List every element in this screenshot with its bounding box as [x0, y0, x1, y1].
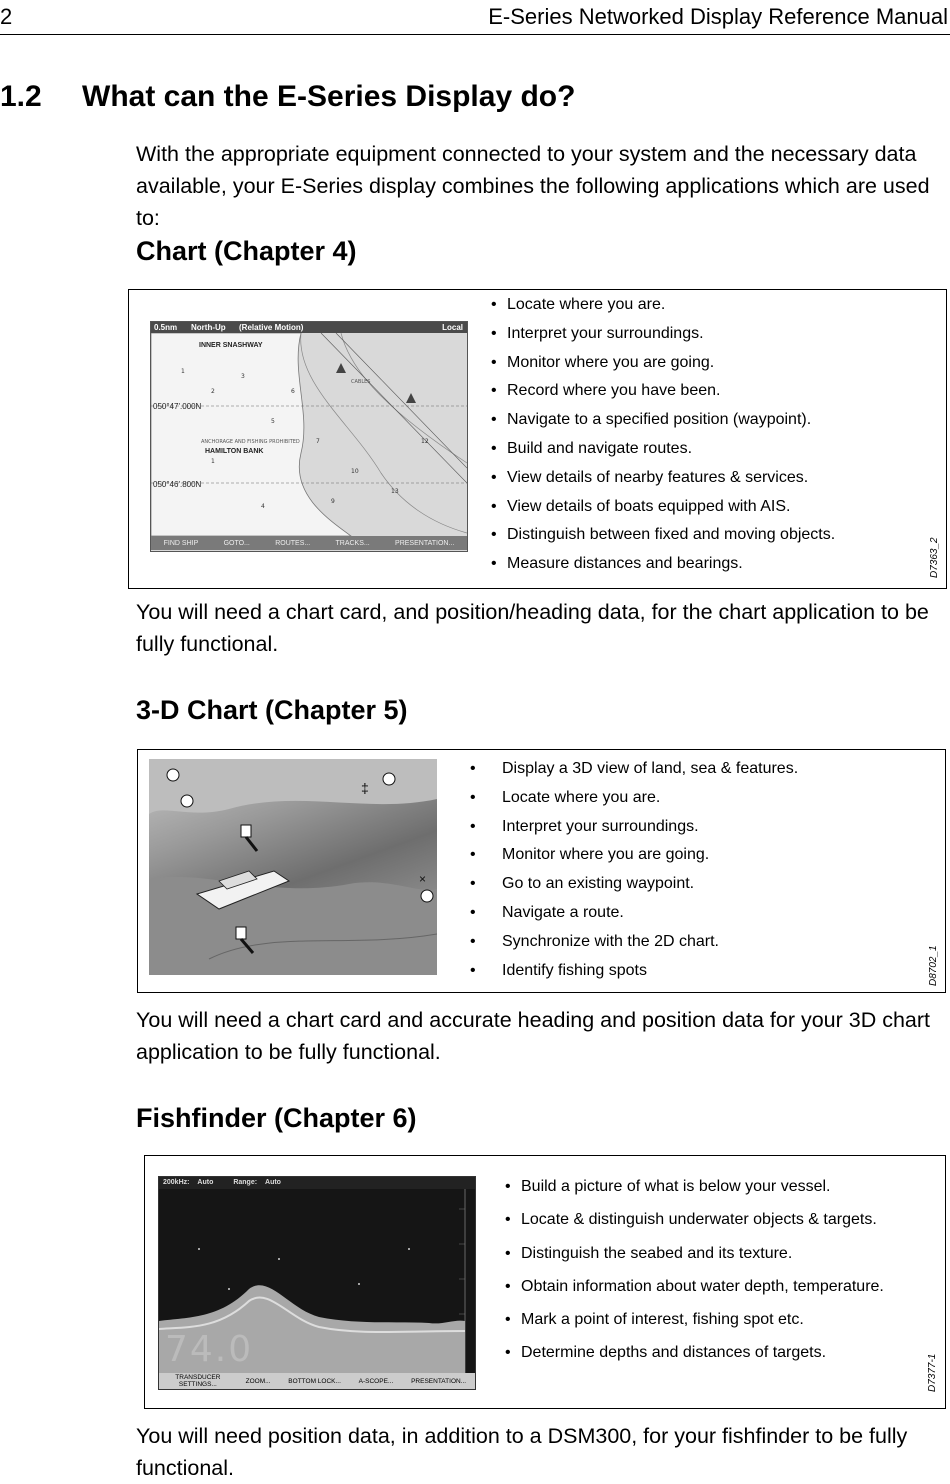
seabed-terrain — [149, 877, 437, 975]
section-intro: With the appropriate equipment connected to your system and the necessary data available, your E-Series display combines the following applications which are used to: — [136, 142, 930, 230]
chart-latitude-1: 050°47'.000N — [153, 402, 202, 411]
list-item: • Determine depths and distances of targets. — [501, 1344, 884, 1377]
chart-motion: (Relative Motion) — [239, 323, 304, 332]
list-item: • Interpret your surroundings. — [466, 818, 798, 847]
list-item: • Monitor where you are going. — [487, 354, 835, 383]
chart-latitude-2: 050°46'.800N — [153, 480, 202, 489]
chart-screen — [150, 321, 468, 552]
chart-heading: Chart (Chapter 4) — [136, 236, 357, 266]
svg-text:3: 3 — [241, 373, 245, 380]
ff-frequency-mode: Auto — [197, 1179, 214, 1186]
waypoint-icon — [241, 825, 257, 851]
list-item: • Monitor where you are going. — [466, 846, 798, 875]
svg-text:7: 7 — [316, 438, 320, 445]
svg-text:6: 6 — [291, 388, 295, 395]
list-item: • Interpret your surroundings. — [487, 325, 835, 354]
list-item: • Navigate a route. — [466, 904, 798, 933]
svg-text:9: 9 — [331, 498, 335, 505]
fishfinder-status-bar — [159, 1177, 475, 1189]
ff-range-label: Range: — [233, 1179, 258, 1186]
softkey-routes[interactable]: ROUTES... — [275, 539, 311, 547]
svg-text:13: 13 — [391, 488, 399, 495]
svg-text:12: 12 — [421, 438, 429, 445]
land-terrain — [149, 759, 437, 814]
softkey-zoom[interactable]: ZOOM... — [245, 1377, 271, 1385]
chart3d-feature-list — [466, 760, 798, 990]
header-rule — [0, 34, 950, 35]
chart-place-2: HAMILTON BANK — [205, 448, 264, 455]
list-item: • Build a picture of what is below your vessel. — [501, 1178, 884, 1211]
list-item: • Navigate to a specified position (waypoint). — [487, 411, 835, 440]
fishfinder-requirement: You will need position data, in addition to a DSM300, for your fishfinder to be fully functional. — [136, 1424, 908, 1480]
ff-frequency: 200kHz: — [163, 1179, 190, 1186]
list-item: • Display a 3D view of land, sea & features. — [466, 760, 798, 789]
svg-text:ANCHORAGE AND FISHING PROHIBIT: ANCHORAGE AND FISHING PROHIBITED — [201, 439, 300, 445]
list-item: • Build and navigate routes. — [487, 440, 835, 469]
chart-softkey-bar — [151, 536, 467, 550]
chart-range: 0.5nm — [154, 323, 178, 332]
softkey-transducer-settings[interactable]: TRANSDUCER SETTINGS... — [175, 1374, 221, 1388]
softkey-find-ship[interactable]: FIND SHIP — [163, 539, 199, 547]
list-item: • Measure distances and bearings. — [487, 555, 835, 584]
chart-map — [151, 333, 467, 536]
running-title: E-Series Networked Display Reference Manual — [488, 4, 948, 29]
svg-text:4: 4 — [261, 503, 265, 510]
softkey-presentation[interactable]: PRESENTATION... — [395, 539, 455, 547]
fishfinder-heading: Fishfinder (Chapter 6) — [136, 1103, 417, 1133]
chart3d-figure — [137, 749, 946, 993]
chart-status-bar — [151, 322, 467, 333]
softkey-goto[interactable]: GOTO... — [223, 539, 250, 547]
list-item: • Locate where you are. — [487, 296, 835, 325]
svg-text:10: 10 — [351, 468, 359, 475]
hazard-icon: ‡ — [361, 780, 369, 796]
list-item: • View details of boats equipped with AIS. — [487, 498, 835, 527]
list-item: • Identify fishing spots — [466, 962, 798, 991]
page-number: 2 — [0, 4, 13, 29]
chart3d-screen — [149, 759, 437, 975]
svg-text:2: 2 — [211, 388, 215, 395]
chart3d-heading: 3-D Chart (Chapter 5) — [136, 695, 408, 725]
list-item: • Locate where you are. — [466, 789, 798, 818]
list-item: • Synchronize with the 2D chart. — [466, 933, 798, 962]
svg-text:1: 1 — [181, 368, 185, 375]
chart3d-figure-id: D8702_1 — [928, 945, 939, 986]
chart-figure — [128, 289, 947, 589]
chart3d-requirement: You will need a chart card and accurate heading and position data for your 3D chart application to be fully functional. — [136, 1008, 931, 1064]
chart-feature-list — [487, 296, 835, 584]
list-item: • Record where you have been. — [487, 382, 835, 411]
fishfinder-figure-id: D7377-1 — [927, 1353, 938, 1392]
chart-requirement: You will need a chart card, and position/heading data, for the chart application to be fully functional. — [136, 600, 929, 656]
section-title: What can the E-Series Display do? — [82, 80, 576, 113]
list-item: • Mark a point of interest, fishing spot etc. — [501, 1311, 884, 1344]
list-item: • Distinguish between fixed and moving objects. — [487, 526, 835, 555]
softkey-a-scope[interactable]: A-SCOPE... — [358, 1377, 394, 1385]
svg-text:1: 1 — [211, 458, 215, 465]
section-heading — [0, 80, 575, 114]
chart-mode: Local — [442, 323, 463, 332]
ff-depth-readout: 74.0 — [165, 1329, 254, 1370]
fishfinder-softkey-bar — [159, 1373, 475, 1389]
chart3d-scene — [149, 759, 437, 975]
chart-orientation: North-Up — [191, 323, 226, 332]
svg-text:5: 5 — [271, 418, 275, 425]
wreck-icon: × — [419, 872, 427, 886]
list-item: • Obtain information about water depth, temperature. — [501, 1278, 884, 1311]
list-item: • Go to an existing waypoint. — [466, 875, 798, 904]
fishfinder-feature-list — [501, 1178, 884, 1378]
list-item: • Distinguish the seabed and its texture. — [501, 1245, 884, 1278]
fishfinder-figure — [144, 1155, 946, 1409]
list-item: • Locate & distinguish underwater objects & targets. — [501, 1211, 884, 1244]
softkey-bottom-lock[interactable]: BOTTOM LOCK... — [288, 1377, 341, 1385]
chart-figure-id: D7363_2 — [929, 537, 940, 578]
section-number: 1.2 — [0, 80, 42, 113]
ff-range-mode: Auto — [265, 1179, 281, 1186]
svg-text:CABLES: CABLES — [351, 379, 371, 385]
softkey-presentation[interactable]: PRESENTATION... — [411, 1377, 467, 1385]
chart-place-1: INNER SNASHWAY — [199, 342, 263, 349]
list-item: • View details of nearby features & services. — [487, 469, 835, 498]
softkey-tracks[interactable]: TRACKS... — [335, 539, 370, 547]
fishfinder-screen — [158, 1176, 476, 1390]
